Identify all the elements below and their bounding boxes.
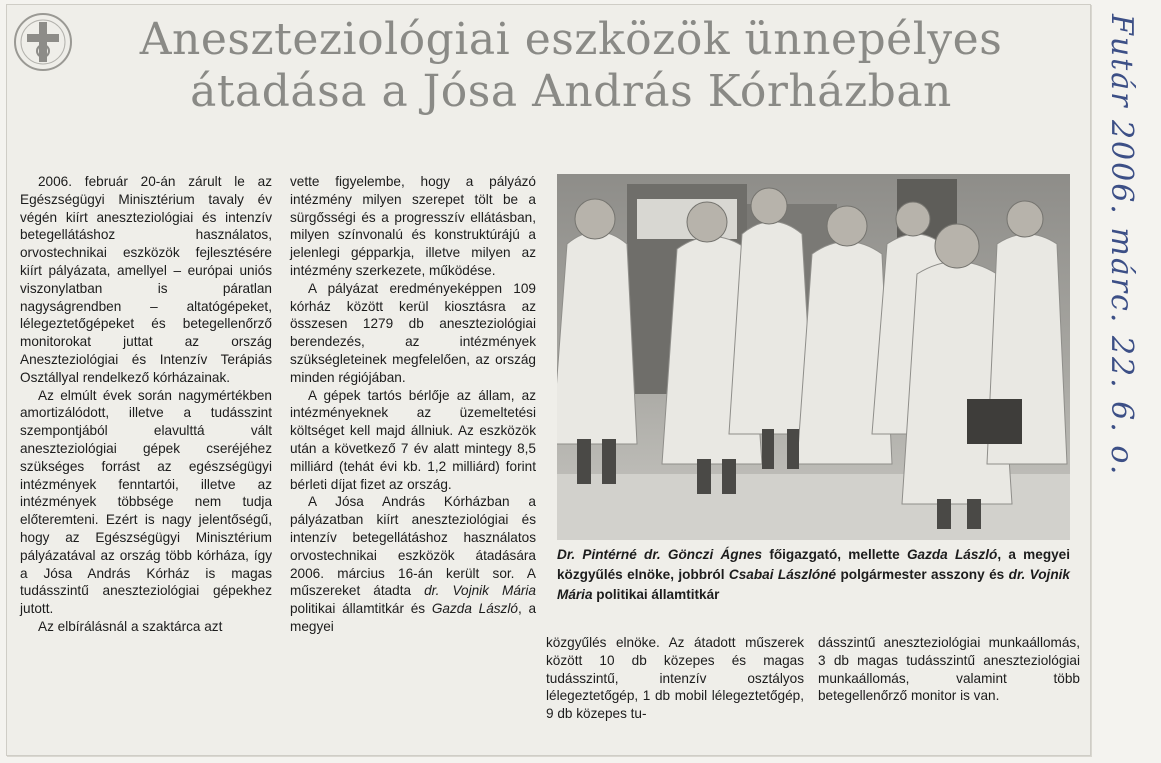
paragraph: Az elbírálásnál a szaktárca azt — [38, 618, 223, 634]
headline-line-2: átadása a Jósa András Kórházban — [190, 66, 952, 117]
article-column-1 — [20, 173, 272, 636]
paragraph-text: A Jósa András Kórházban a pályázatban kiírt aneszteziológiai és intenzív betegellátáshoz használatos orvostechnikai eszközök átadására 2006. március 16-án került sor. A műszereket átadta — [290, 494, 536, 599]
caption-text: főigazgató, mellette — [769, 547, 900, 562]
article-column-2 — [290, 173, 536, 636]
paragraph: A pályázat eredményeképpen 109 kórház között kerül kiosztásra az összesen 1279 db aneszteziológiai berendezés, az intézmények szükségleteinek megfelelően, az ország minden régiójában. — [290, 280, 536, 385]
article-column-3 — [546, 634, 804, 723]
person-name: Gazda László — [906, 547, 998, 562]
handwritten-note: Futár 2006. márc. 22. 6. o. — [1104, 14, 1139, 477]
person-name: dr. Vojnik Mária — [557, 567, 1070, 602]
paragraph — [290, 493, 536, 635]
paragraph: A gépek tartós bérlője az állam, az intézményeknek az üzemeltetési költséget kell majd állniuk. Az eszközök után a következő 7 év alatt mintegy 8,5 milliárd (tehát évi kb. 1,2 milliárd) forint bérleti díjat fizet az ország. — [290, 387, 536, 492]
caption-text: , a megyei közgyűlés elnöke, jobbról — [557, 547, 1071, 582]
person-name: Dr. Pintérné dr. Gönczi Ágnes — [557, 547, 763, 562]
caption-text: politikai államtitkár — [596, 587, 720, 602]
photo-caption — [557, 545, 1070, 605]
headline-line-1: Aneszteziológiai eszközök ünnepélyes — [139, 14, 1003, 65]
person-name: dr. Vojnik Mária — [424, 583, 536, 599]
article-photo — [557, 174, 1070, 540]
person-name: Csabai Lászlóné — [728, 567, 837, 582]
hospital-cross-seal-icon — [12, 6, 74, 78]
paragraph-text: , a megyei — [290, 601, 537, 634]
paragraph-text: politikai államtitkár és — [290, 601, 426, 617]
paragraph: 2006. február 20-án zárult le az Egészségügyi Minisztérium tavaly év végén kiírt aneszteziológiai és intenzív betegellátáshoz használatos, orvostechnikai eszközök fejlesztésére kiírt pályázata, amellyel – európai uniós viszonylatban is páratlan nagyságrendben – altatógépeket, lélegeztetőgépeket és betegellenőrző monitorokat juttat az ország Aneszteziológiai és Intenzív Terápiás Osztállyal rendelkező kórházainak. — [20, 174, 272, 385]
person-name: Gazda László — [431, 601, 518, 617]
paragraph: közgyűlés elnöke. Az átadott műszerek között 10 db közepes és magas tudásszintű, intenzív osztályos lélegeztetőgép, 1 db mobil lélegeztetőgép, 9 db közepes tu- — [546, 635, 804, 722]
caption-text: polgármester asszony és — [840, 567, 1005, 582]
headline — [76, 14, 1066, 118]
paragraph: Az elmúlt évek során nagymértékben amortizálódott, illetve a tudásszint szempontjából elavulttá vált aneszteziológiai gépek cseréjéhez szükséges forrást az egészségügyi intézmények fenntartói, illetve az intézmények többsége nem tudja előteremteni. Ezért is nagy jelentőségű, hogy az Egészségügyi Minisztérium pályázatával az ország több kórháza, így a Jósa András Kórház is magas tudásszintű aneszteziológiai gépekhez jutott. — [20, 387, 272, 617]
article-column-4 — [818, 634, 1080, 705]
paragraph: vette figyelembe, hogy a pályázó intézmény milyen szerepet tölt be a sürgősségi és a progresszív ellátásban, milyen színvonalú és konstruktúrájú a jelenlegi gépparkja, illetve milyen az intézmény szerkezete, működése. — [290, 174, 536, 278]
paragraph: dásszintű aneszteziológiai munkaállomás, 3 db magas tudásszintű aneszteziológiai munkaállomás, valamint több betegellenőrző monitor is van. — [818, 635, 1080, 704]
